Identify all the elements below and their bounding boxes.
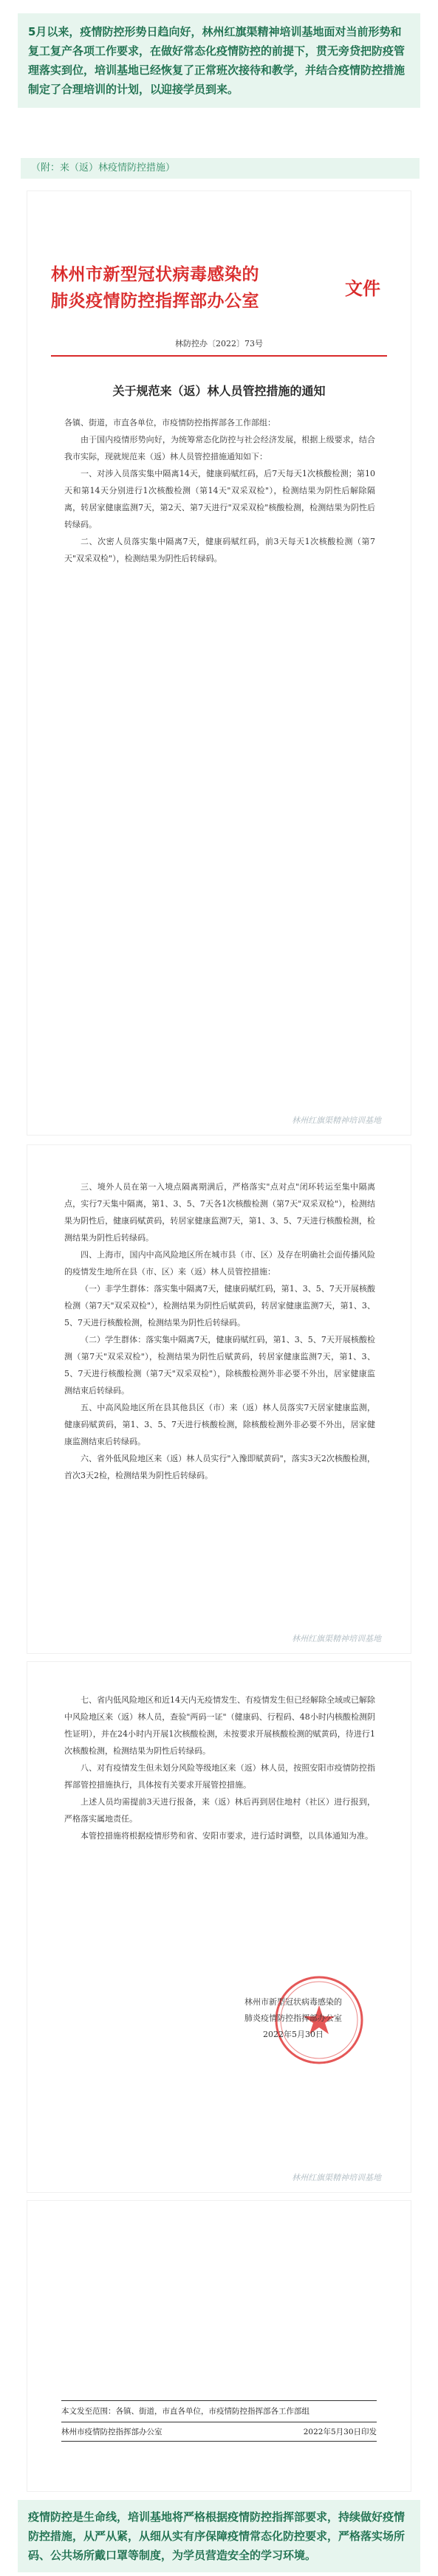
intro-paragraph: 5月以来，疫情防控形势日趋向好，林州红旗渠精神培训基地面对当前形势和复工复产各项工作要求，在做好常态化疫情防控的前提下，贯无旁贷把防疫管理落实到位，培训基地已经恢复了正常班次接待和教学，并结合疫情防控措施制定了合理培训的计划，以迎接学员到来。 [18,13,420,108]
issued-by: 林州市疫情防控指挥部办公室 [61,2428,162,2436]
document-page-3 [27,1661,411,2193]
paragraph: 七、省内低风险地区和近14天内无疫情发生、有疫情发生但已经解除全域或已解除中风险地区来（返）林人员，查验"两码一证"（健康码、行程码、48小时内核酸检测阴性证明），并在24小时内开展1次核酸检测，未按要求开展核酸检测的赋黄码，待进行1次核酸检测，检测结果为阴性后转绿码。 [64,1695,375,1756]
paragraph: 八、对有疫情发生但未划分风险等级地区来（返）林人员，按照安阳市疫情防控指挥部管控措施执行，具体按有关要求开展管控措施。 [64,1763,375,1790]
issue-line [61,2422,377,2442]
watermark: 林州红旗渠精神培训基地 [292,2173,381,2182]
watermark: 林州红旗渠精神培训基地 [292,1116,381,1125]
distribution-block [61,2400,377,2442]
doc-body-1 [64,414,375,567]
document-page-1 [27,190,411,1136]
doc-body-2 [64,1178,375,1484]
doc-title: 关于规范来（返）林人员管控措施的通知 [112,384,326,398]
sign-line-2: 肺炎疫情防控指挥部办公室 [244,2013,342,2023]
doc-body-3 [64,1691,375,1844]
issued-date: 2022年5月30日印发 [303,2428,377,2436]
salutation: 各镇、街道，市直各单位，市疫情防控指挥部各工作部组： [64,418,276,427]
signature-block [205,1994,382,2043]
paragraph: 六、省外低风险地区来（返）林人员实行"入豫即赋黄码"，落实3天2次核酸检测，首次3天2检，检测结果为阴性后转绿码。 [64,1454,375,1480]
signature-area [27,1883,411,2039]
paragraph: 由于国内疫情形势向好，为统筹常态化防控与社会经济发展，根据上级要求，结合我市实际，现就规范来（返）林人员管控措施通知如下： [64,435,375,461]
cc-line: 本文发至范围：各镇、街道，市直各单位，市疫情防控指挥部各工作部组 [61,2400,377,2422]
paragraph: （一）非学生群体：落实集中隔离7天，健康码赋红码，第1、3、5、7天开展核酸检测（第7天"双采双检"），检测结果为阴性后赋黄码，转居家健康监测7天，第1、3、5、7天进行核酸检测，检测结果为阴性后转绿码。 [64,1284,375,1328]
sign-line-1: 林州市新型冠状病毒感染的 [244,1997,342,2007]
doc-number: 林防控办〔2022〕73号 [175,339,263,348]
paragraph: 二、次密人员落实集中隔离7天，健康码赋红码，前3天每天1次核酸检测（第7天"双采双检"），检测结果为阴性后转绿码。 [64,537,375,563]
paragraph: 三、境外人员在第一入境点隔离期满后，严格落实"点对点"闭环转运至集中隔离点，实行7天集中隔离，第1、3、5、7天各1次核酸检测（第7天"双采双检"），检测结果为阴性后，健康码赋黄码，转居家健康监测7天，第1、3、5、7天进行核酸检测，检测结果为阴性后转绿码。 [64,1182,375,1243]
document-page-2 [27,1144,411,1654]
paragraph: 上述人员均需提前3天进行报备，来（返）林后再到居住地村（社区）进行报到，严格落实属地责任。 [64,1797,375,1824]
issuer-line-1: 林州市新型冠状病毒感染的 [51,264,259,284]
issuer-header [51,261,259,315]
paragraph: 五、中高风险地区所在县其他县区（市）来（返）林人员落实7天居家健康监测，健康码赋黄码，第1、3、5、7天进行核酸检测，除核酸检测外非必要不外出，居家健康监测结束后转绿码。 [64,1403,375,1446]
sign-date: 2022年5月30日 [263,2030,324,2039]
attachment-note: （附：来（返）林疫情防控措施） [21,158,420,179]
paragraph: （二）学生群体：落实集中隔离7天，健康码赋红码，第1、3、5、7天开展核酸检测（第7天"双采双检"），检测结果为阴性后赋黄码，转居家健康监测7天，第1、3、5、7天进行核酸检测（第7天"双采双检"），除核酸检测外非必要不外出，居家健康监测结束后转绿码。 [64,1335,375,1395]
issuer-line-2: 肺炎疫情防控指挥部办公室 [51,291,259,311]
outro-paragraph: 疫情防控是生命线，培训基地将严格根据疫情防控指挥部要求，持续做好疫情防控措施，从严从紧，从细从实有序保障疫情常态化防控要求，严格落实场所码、公共场所戴口罩等制度，为学员营造安全的学习环境。 [18,2500,420,2572]
watermark: 林州红旗渠精神培训基地 [292,1634,381,1644]
paragraph: 本管控措施将根据疫情形势和省、安阳市要求，进行适时调整，以具体通知为准。 [81,1831,373,1841]
red-divider [51,355,387,357]
paragraph: 四、上海市，国内中高风险地区所在城市县（市、区）及存在明确社会面传播风险的疫情发生地所在县（市、区）来（返）林人员管控措施： [64,1250,375,1277]
issuer-suffix: 文件 [345,278,380,299]
paragraph: 一、对涉入员落实集中隔离14天，健康码赋红码，后7天每天1次核酸检测；第10天和第14天分别进行1次核酸检测（第14天"双采双检"），检测结果为阴性后解除隔离，转居家健康监测7天，第2天、第7天进行"双采双检"核酸检测，检测结果为阴性后转绿码。 [64,469,375,529]
document-page-4 [27,2200,411,2492]
